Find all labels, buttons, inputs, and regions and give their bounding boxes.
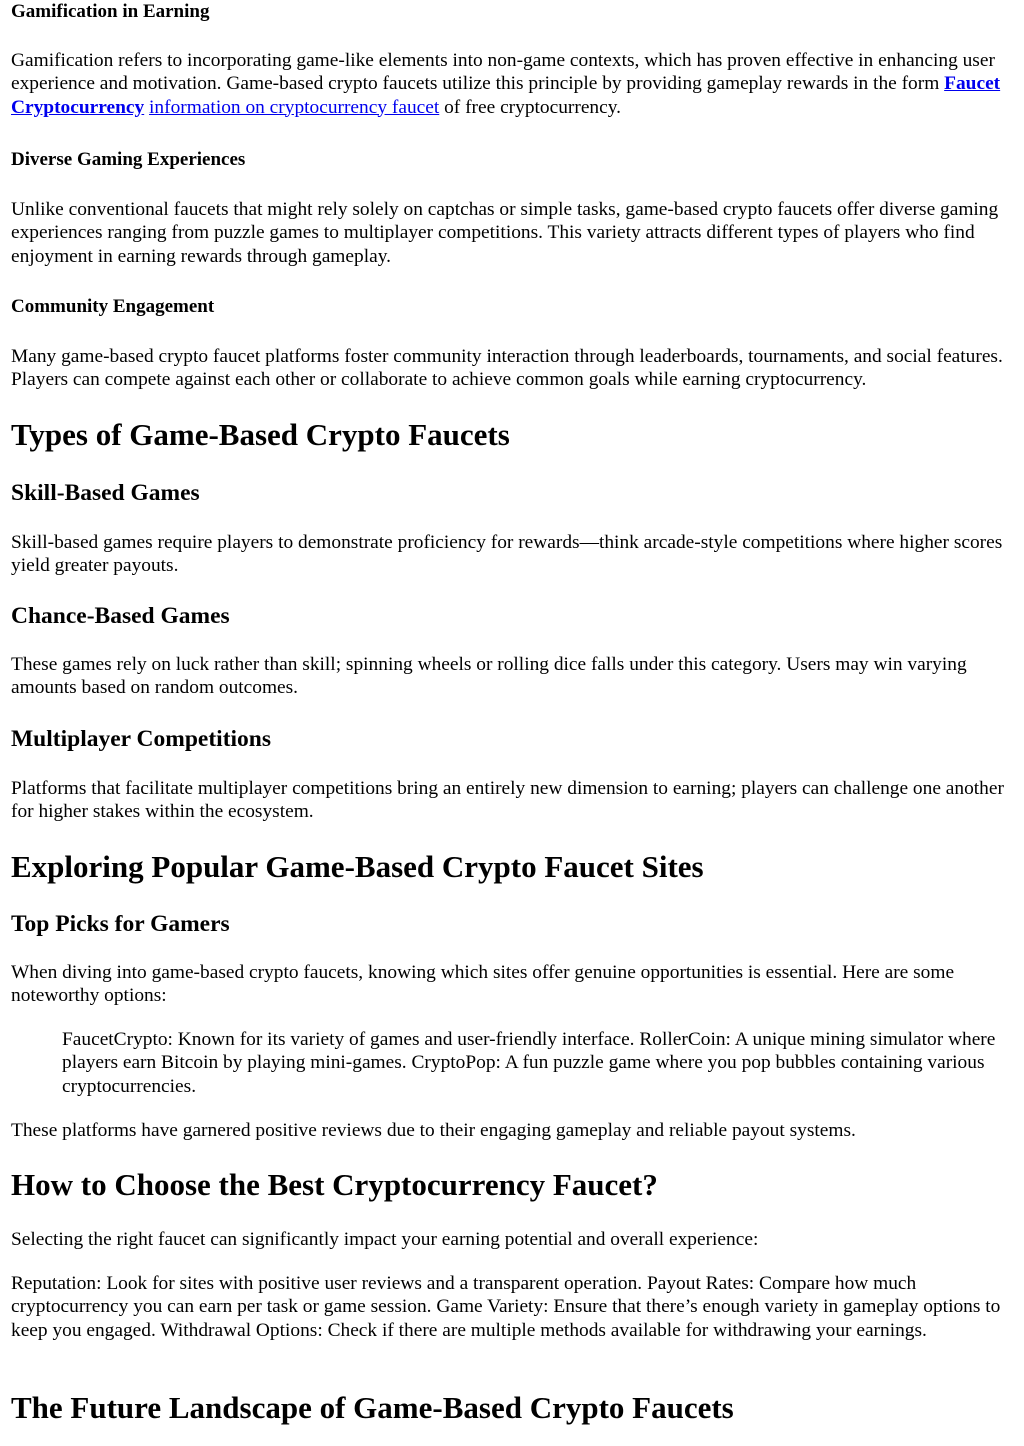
heading-multiplayer: Multiplayer Competitions [11, 726, 272, 752]
heading-top-picks: Top Picks for Gamers [11, 911, 230, 937]
paragraph-choose-intro: Selecting the right faucet can significantly impact your earning potential and overall experience: [11, 1229, 759, 1250]
blockquote-faucet-sites: FaucetCrypto: Known for its variety of games and user-friendly interface. RollerCoin: A unique mining simulator where players earn Bitcoin by playing mini-games. CryptoPop: A fun puzzle game where you pop bubbles containing various cryptocurrencies. [62, 1029, 996, 1097]
heading-community: Community Engagement [11, 296, 215, 317]
heading-types: Types of Game-Based Crypto Faucets [11, 417, 510, 452]
heading-skill-based: Skill-Based Games [11, 480, 200, 506]
paragraph-gamification-text-start: Gamification refers to incorporating game-like elements into non-game contexts, which has proven effective in enhancing user experience and motivation. Game-based crypto faucets utilize this principle by providing gameplay rewards in the form [11, 50, 995, 95]
heading-gamification: Gamification in Earning [11, 1, 210, 22]
heading-choose-faucet: How to Choose the Best Cryptocurrency Faucet? [11, 1167, 658, 1202]
paragraph-diverse-gaming: Unlike conventional faucets that might rely solely on captchas or simple tasks, game-based crypto faucets offer diverse gaming experiences ranging from puzzle games to multiplayer competitions. This variety attracts different types of players who find enjoyment in earning rewards through gameplay. [11, 199, 999, 267]
paragraph-chance-based: These games rely on luck rather than skill; spinning wheels or rolling dice falls under this category. Users may win varying amounts based on random outcomes. [11, 654, 967, 699]
heading-future-landscape: The Future Landscape of Game-Based Crypto Faucets [11, 1390, 734, 1425]
paragraph-gamification-text-end: of free cryptocurrency. [439, 96, 622, 118]
paragraph-top-picks-intro: When diving into game-based crypto faucets, knowing which sites offer genuine opportunities is essential. Here are some noteworthy options: [11, 962, 955, 1007]
paragraph-skill-based: Skill-based games require players to demonstrate proficiency for rewards—think arcade-style competitions where higher scores yield greater payouts. [11, 532, 1003, 577]
paragraph-gamification [11, 49, 1011, 119]
paragraph-platforms-reviews: These platforms have garnered positive reviews due to their engaging gameplay and reliable payout systems. [11, 1120, 856, 1141]
paragraph-community: Many game-based crypto faucet platforms foster community interaction through leaderboards, tournaments, and social features. Players can compete against each other or collaborate to achieve common goals while earning cryptocurrency. [11, 346, 1003, 391]
paragraph-multiplayer: Platforms that facilitate multiplayer competitions bring an entirely new dimension to earning; players can challenge one another for higher stakes within the ecosystem. [11, 778, 1004, 823]
heading-exploring: Exploring Popular Game-Based Crypto Faucet Sites [11, 849, 704, 884]
cryptocurrency-faucet-info-link[interactable]: information on cryptocurrency faucet [149, 96, 440, 118]
paragraph-choose-criteria: Reputation: Look for sites with positive user reviews and a transparent operation. Payout Rates: Compare how much cryptocurrency you can earn per task or game session. Game Variety: Ensure that there’s enough variety in gameplay options to keep you engaged. Withdrawal Options: Check if there are multiple methods available for withdrawing your earnings. [11, 1273, 1001, 1341]
heading-chance-based: Chance-Based Games [11, 603, 230, 629]
faucet-cryptocurrency-link[interactable]: Faucet Cryptocurrency [11, 73, 1001, 118]
heading-diverse-gaming: Diverse Gaming Experiences [11, 149, 246, 170]
